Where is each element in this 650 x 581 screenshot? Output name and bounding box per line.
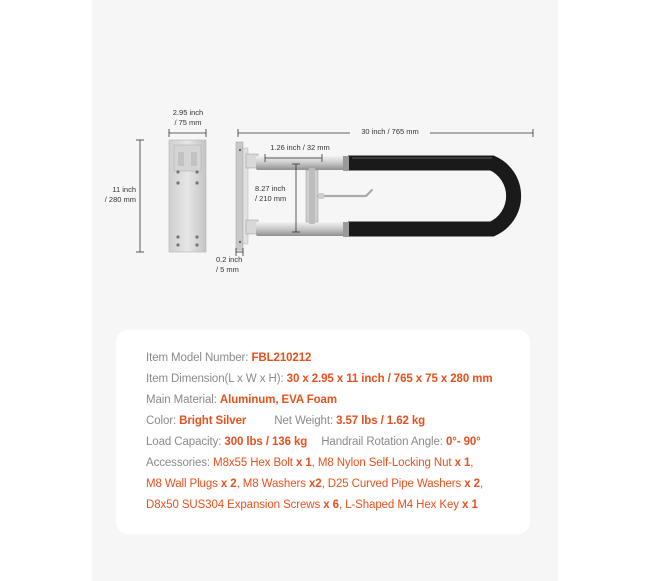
- spec-card: [116, 330, 530, 534]
- spec-accessories-1: Accessories: M8x55 Hex Bolt x 1, M8 Nylon Self-Locking Nut x 1,: [146, 457, 474, 469]
- total-length-label: 30 inch / 765 mm: [350, 127, 430, 137]
- tube-diameter-label: 1.26 inch / 32 mm: [270, 143, 330, 152]
- plate-thickness-label: 0.2 inch / 5 mm: [216, 255, 243, 274]
- paper-holder: [306, 168, 372, 224]
- plate-width-label: 2.95 inch / 75 mm: [172, 108, 204, 127]
- bar-height-label: 8.27 inch / 210 mm: [255, 184, 287, 203]
- wall-plate-front: [169, 140, 206, 252]
- foam-grip: [348, 163, 514, 229]
- spec-accessories-2: M8 Wall Plugs x 2, M8 Washers x2, D25 Curved Pipe Washers x 2,: [146, 478, 484, 490]
- spec-dimension: Item Dimension(L x W x H): 30 x 2.95 x 11 inch / 765 x 75 x 280 mm: [146, 373, 493, 385]
- spec-capacity-rotation: Load Capacity: 300 lbs / 136 kg Handrail Rotation Angle: 0°- 90°: [146, 436, 481, 448]
- plate-height-label: 11 inch / 280 mm: [104, 185, 136, 204]
- spec-color-weight: Color: Bright Silver Net Weight: 3.57 lbs / 1.62 kg: [146, 415, 426, 427]
- bottom-tube-metal: [256, 222, 348, 236]
- bar-height-dimension: [292, 164, 300, 232]
- spec-material: Main Material: Aluminum, EVA Foam: [146, 394, 337, 406]
- plate-width-dimension: [169, 129, 206, 137]
- spec-accessories-3: D8x50 SUS304 Expansion Screws x 6, L-Shaped M4 Hex Key x 1: [146, 499, 478, 511]
- plate-height-dimension: [136, 140, 144, 252]
- spec-model: Item Model Number: FBL210212: [146, 352, 312, 364]
